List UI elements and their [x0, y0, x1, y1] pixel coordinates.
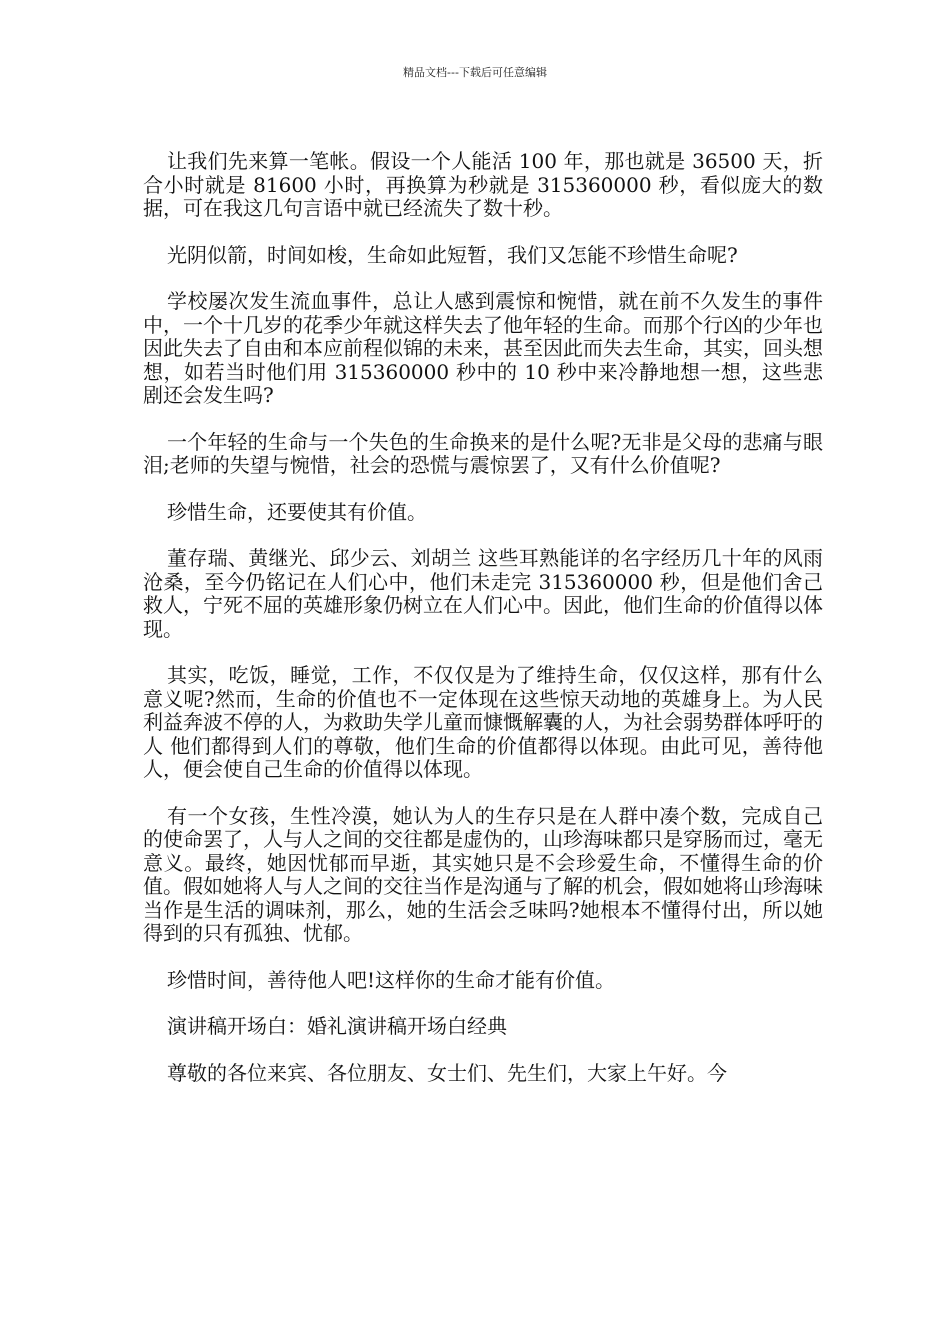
paragraph-7: 其实，吃饭，睡觉，工作，不仅仅是为了维持生命，仅仅这样，那有什么意义呢?然而，生命的价值也不一定体现在这些惊天动地的英雄身上。为人民利益奔波不停的人，为救助失学儿童而慷慨解囊的人，为社会弱势群体呼吁的人 他们都得到人们的尊敬，他们生命的价值都得以体现。由此可见，善待他人，便会使自己生命的价值得以体现。: [143, 663, 823, 781]
paragraph-10: 演讲稿开场白：婚礼演讲稿开场白经典: [167, 1014, 507, 1038]
paragraph-3: 学校屡次发生流血事件，总让人感到震惊和惋惜，就在前不久发生的事件中，一个十几岁的花季少年就这样失去了他年轻的生命。而那个行凶的少年也因此失去了自由和本应前程似锦的未来，甚至因此而失去生命，其实，回头想想，如若当时他们用 315360000 秒中的 10 秒中来冷静地想一想，这些悲剧还会发生吗?: [143, 289, 823, 407]
document-body: [143, 150, 823, 1108]
paragraph-11: 尊敬的各位来宾、各位朋友、女士们、先生们，大家上午好。今: [167, 1060, 727, 1085]
paragraph-1: 让我们先来算一笔帐。假设一个人能活 100 年，那也就是 36500 天，折合小时就是 81600 小时，再换算为秒就是 315360000 秒，看似庞大的数据，可在我这几句言语中就已经流失了数十秒。: [143, 149, 823, 220]
paragraph-5: 珍惜生命，还要使其有价值。: [167, 499, 427, 524]
paragraph-9: 珍惜时间，善待他人吧!这样你的生命才能有价值。: [167, 967, 616, 992]
paragraph-6: 董存瑞、黄继光、邱少云、刘胡兰 这些耳熟能详的名字经历几十年的风雨沧桑，至今仍铭记在人们心中，他们未走完 315360000 秒，但是他们舍己救人，宁死不屈的英雄形象仍树立在人们心中。因此，他们生命的价值得以体现。: [143, 546, 823, 641]
page-header: 精品文档---下载后可任意编辑: [403, 66, 547, 79]
paragraph-8: 有一个女孩，生性冷漠，她认为人的生存只是在人群中凑个数，完成自己的使命罢了，人与人之间的交往都是虚伪的，山珍海味都只是穿肠而过，毫无意义。最终，她因忧郁而早逝，其实她只是不会珍爱生命，不懂得生命的价值。假如她将人与人之间的交往当作是沟通与了解的机会，假如她将山珍海味当作是生活的调味剂，那么，她的生活会乏味吗?她根本不懂得付出，所以她得到的只有孤独、忧郁。: [143, 803, 823, 945]
paragraph-4: 一个年轻的生命与一个失色的生命换来的是什么呢?无非是父母的悲痛与眼泪;老师的失望与惋惜，社会的恐慌与震惊罢了，又有什么价值呢?: [143, 429, 823, 477]
paragraph-2: 光阴似箭，时间如梭，生命如此短暂，我们又怎能不珍惜生命呢?: [167, 242, 738, 267]
